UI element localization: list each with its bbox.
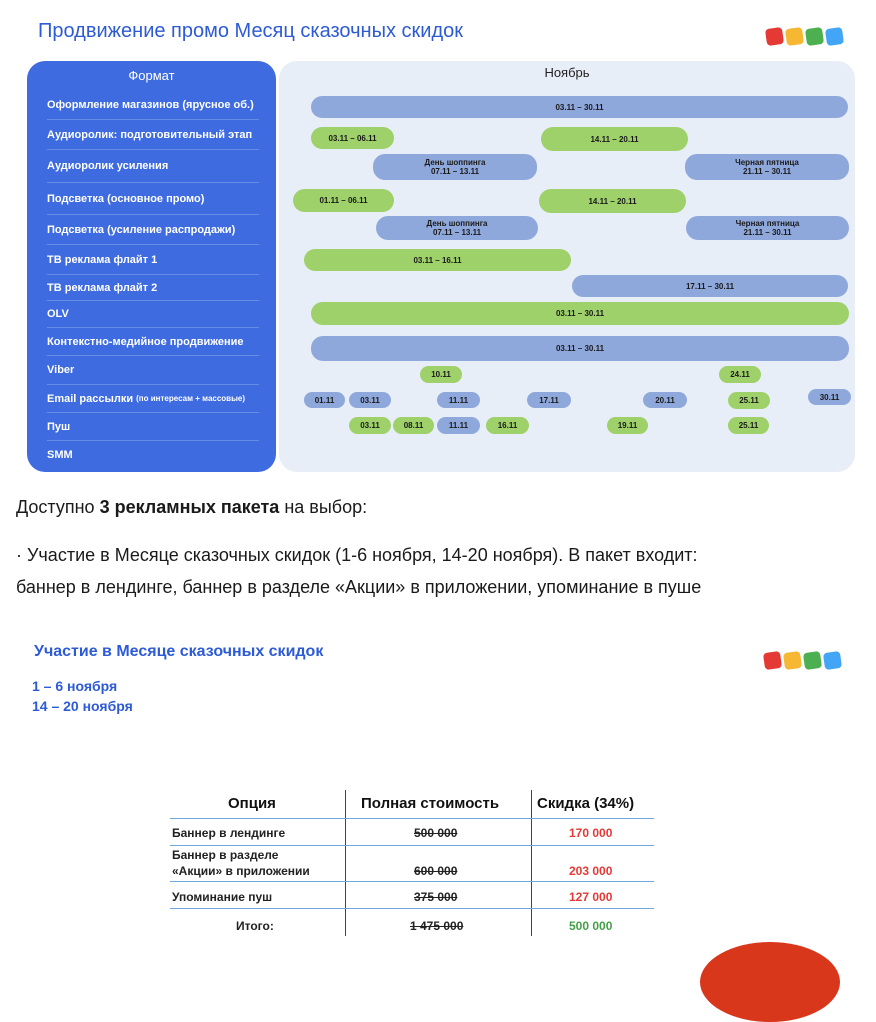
format-row-label: SMM — [47, 449, 73, 461]
schedule-bar — [539, 189, 686, 213]
logo-square-blue — [825, 27, 844, 46]
bar-label: 03.11 – 30.11 — [555, 102, 604, 112]
schedule-bar — [541, 127, 688, 151]
bar-label: Черная пятница — [735, 219, 800, 228]
format-row — [47, 245, 259, 275]
format-row-label: Контекстно-медийное продвижение — [47, 335, 244, 348]
bar-label: 16.11 — [497, 421, 518, 430]
bullet-line-1: · Участие в Месяце сказочных скидок (1-6 ноября, 14-20 ноября). В пакет входит: — [16, 545, 698, 565]
schedule-bar — [719, 366, 761, 383]
schedule-title: Продвижение промо Месяц сказочных скидок — [38, 20, 463, 42]
format-row — [47, 356, 259, 385]
bar-label-dates: 21.11 – 30.11 — [743, 228, 792, 237]
row-option: Упоминание пуш — [172, 890, 273, 904]
schedule-bar — [808, 389, 851, 405]
intro-bold: 3 рекламных пакета — [99, 497, 280, 517]
header-discount: Скидка (34%) — [537, 795, 635, 812]
format-row — [47, 328, 259, 356]
schedule-bar — [311, 96, 848, 118]
bar-label: 01.11 – 06.11 — [319, 196, 368, 205]
row-option-line2: «Акции» в приложении — [172, 864, 310, 878]
bar-label: 25.11 — [738, 421, 759, 430]
bar-label: 11.11 — [448, 395, 469, 405]
format-row-label: OLV — [47, 308, 69, 320]
format-row-label: ТВ реклама флайт 1 — [47, 253, 158, 266]
format-row-label: Оформление магазинов (ярусное об.) — [47, 98, 254, 111]
bar-label: 03.11 — [360, 395, 380, 405]
schedule-bar — [437, 392, 480, 408]
bar-label-dates: 07.11 – 13.11 — [430, 167, 480, 176]
bar-label: 14.11 – 20.11 — [590, 134, 639, 144]
row-divider — [170, 845, 654, 846]
bar-label: День шоппинга — [424, 158, 486, 167]
bullet-line-2: баннер в лендинге, баннер в разделе «Акции» в приложении, упоминание в пуше — [16, 577, 702, 597]
schedule-bar — [376, 216, 538, 240]
schedule-bar — [311, 336, 849, 361]
row-full-price: 600 000 — [414, 864, 458, 878]
bar-label: 08.11 — [403, 421, 424, 430]
bar-label: 03.11 — [360, 421, 380, 430]
package-date-2: 14 – 20 ноября — [32, 698, 133, 714]
format-row — [47, 183, 259, 215]
column-divider — [345, 790, 346, 936]
intro-text — [16, 497, 367, 518]
brand-logo — [766, 28, 843, 45]
schedule-bar — [311, 302, 849, 325]
intro-prefix: Доступно — [16, 497, 100, 517]
bar-label: 01.11 — [314, 395, 335, 405]
format-row — [47, 275, 259, 301]
row-divider — [170, 818, 654, 819]
package-title: Участие в Месяце сказочных скидок — [34, 643, 324, 660]
package-date-1: 1 – 6 ноября — [32, 678, 118, 694]
row-discount: 127 000 — [569, 890, 613, 904]
total-full-price: 1 475 000 — [410, 919, 464, 933]
row-divider — [170, 881, 654, 882]
schedule-bar — [607, 417, 648, 434]
schedule-bar — [393, 417, 434, 434]
row-full-price: 500 000 — [414, 826, 458, 840]
format-row — [47, 301, 259, 328]
row-discount: 170 000 — [569, 826, 613, 840]
format-row-label: Аудиоролик усиления — [47, 160, 169, 172]
logo-square-red — [765, 27, 784, 46]
month-header: Ноябрь — [544, 65, 590, 80]
bar-label: 19.11 — [617, 421, 638, 430]
format-row — [47, 413, 259, 441]
format-row-label: Пуш — [47, 420, 71, 433]
bar-label: 11.11 — [448, 421, 469, 430]
schedule-bar — [572, 275, 848, 297]
schedule-bar — [728, 417, 769, 434]
bar-label: 30.11 — [819, 392, 840, 402]
logo-square-green — [805, 27, 824, 46]
bar-label: 10.11 — [431, 370, 451, 379]
format-header: Формат — [128, 68, 175, 83]
schedule-bar — [293, 189, 394, 212]
logo-square-blue — [823, 651, 842, 670]
bar-label: 17.11 — [539, 395, 559, 405]
schedule-bar — [373, 154, 537, 180]
bar-label: 20.11 — [655, 395, 675, 405]
schedule-bar — [527, 392, 571, 408]
decorative-circle — [700, 942, 840, 1022]
row-option: Баннер в разделе — [172, 848, 279, 862]
total-label: Итого: — [236, 919, 274, 933]
logo-square-red — [763, 651, 782, 670]
format-row — [47, 215, 259, 245]
schedule-bar — [311, 127, 394, 149]
row-discount: 203 000 — [569, 864, 613, 878]
format-row — [47, 150, 259, 183]
schedule-bar — [643, 392, 687, 408]
bar-label: 03.11 – 30.11 — [555, 309, 605, 318]
bar-label: 24.11 — [730, 370, 750, 379]
schedule-bar — [486, 417, 529, 434]
schedule-bar — [349, 417, 391, 434]
format-row-label: Email рассылки — [47, 392, 134, 405]
format-row-label: Подсветка (основное промо) — [47, 192, 205, 205]
format-row-label: ТВ реклама флайт 2 — [47, 281, 158, 294]
header-option: Опция — [228, 795, 276, 812]
bar-label-dates: 21.11 – 30.11 — [742, 167, 792, 176]
row-full-price: 375 000 — [414, 890, 458, 904]
schedule-bar — [437, 417, 480, 434]
format-row-label: Viber — [47, 364, 75, 376]
logo-square-yellow — [785, 27, 804, 46]
schedule-bar — [420, 366, 462, 383]
row-option: Баннер в лендинге — [172, 826, 286, 840]
format-row — [47, 90, 259, 120]
row-divider — [170, 908, 654, 909]
schedule-bar — [304, 392, 345, 408]
schedule-bar — [349, 392, 391, 408]
column-divider — [531, 790, 532, 936]
bar-label: 14.11 – 20.11 — [588, 196, 637, 206]
bar-label: Черная пятница — [735, 158, 799, 167]
bar-label: 17.11 – 30.11 — [685, 281, 735, 291]
brand-logo-2 — [764, 652, 841, 669]
bar-label-dates: 07.11 – 13.11 — [432, 228, 482, 237]
format-row-label: Подсветка (усиление распродажи) — [47, 223, 236, 236]
intro-suffix: на выбор: — [279, 497, 368, 517]
bar-label: 25.11 — [739, 396, 759, 405]
bar-label: 03.11 – 06.11 — [328, 133, 377, 143]
format-row-note: (по интересам + массовые) — [136, 394, 246, 403]
format-row — [47, 120, 259, 150]
total-discount: 500 000 — [569, 919, 613, 933]
schedule-bar — [686, 216, 849, 240]
bar-label: 03.11 – 16.11 — [413, 255, 462, 265]
schedule-bar — [304, 249, 571, 271]
schedule-bar — [728, 392, 770, 409]
logo-square-yellow — [783, 651, 802, 670]
format-row-label: Аудиоролик: подготовительный этап — [47, 128, 253, 141]
logo-square-green — [803, 651, 822, 670]
format-row — [47, 441, 259, 469]
bar-label: День шоппинга — [426, 219, 488, 228]
format-row — [47, 385, 259, 413]
header-full-price: Полная стоимость — [361, 795, 500, 812]
bar-label: 03.11 – 30.11 — [555, 344, 605, 353]
schedule-bar — [685, 154, 849, 180]
